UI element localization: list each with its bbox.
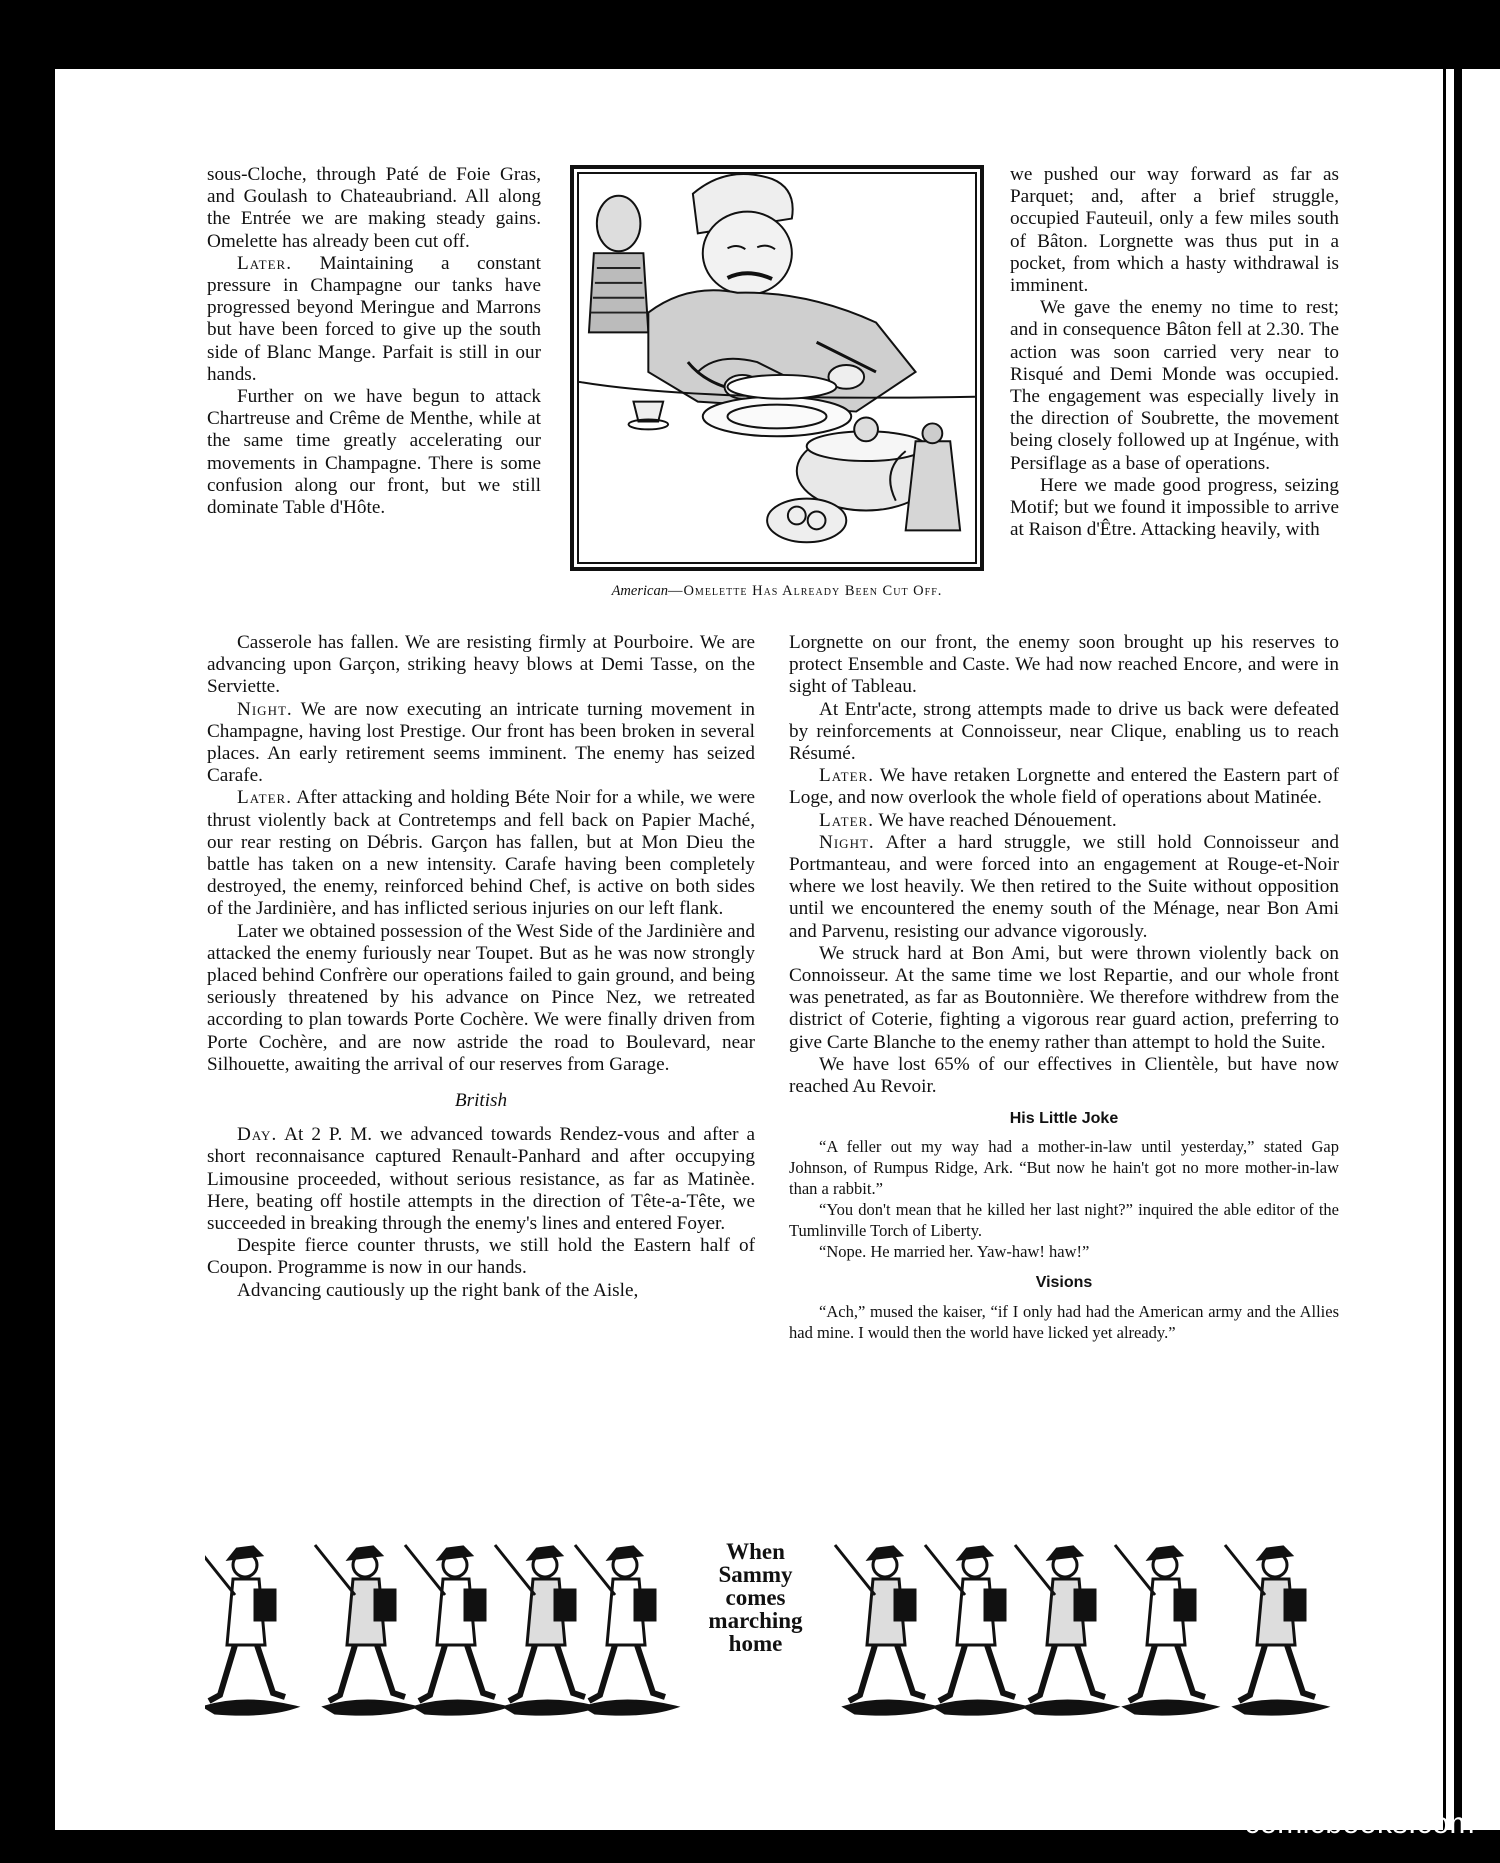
paragraph-text: We have lost 65% of our effectives in Clientèle, but have now reached Au Revoir. [789, 1053, 1339, 1098]
site-watermark: comicbooks.com [1244, 1807, 1475, 1840]
paragraph [207, 1280, 755, 1302]
paragraph-text: We struck hard at Bon Ami, but were thrown violently back on Connoisseur. At the same time we lost Repartie, and our whole front was penetrated, as far as Boutonnière. We therefore withdrew from the district of Coterie, fighting a vigorous rear guard action, preferring to give Carte Blanche to the enemy rather than attempt to hold the Suite. [789, 942, 1339, 1053]
paragraph-text: At 2 P. M. we advanced towards Rendez-vous and after a short reconnaisance captured Renault-Panhard and after occupying Limousine proceeded, without serious resistance, as far as Matinèe. Here, beating off hostile attempts in the direction of Tête-a-Tête, we succeeded in breaking through the enemy's lines and entered Foyer. [207, 1124, 755, 1235]
banner-line: marching [708, 1608, 803, 1633]
illustration-frame [570, 165, 984, 571]
soldier-figure [495, 1545, 595, 1714]
paragraph [207, 1124, 755, 1235]
paragraph [1010, 297, 1339, 475]
paragraph-text: After a hard struggle, we still hold Connoisseur and Portmanteau, and were forced into an engagement at Rouge-et-Noir where we lost heavily. We then retired to the Suite without opposition until we encountered the enemy south of the Ménage, near Bon Ami and Parvenu, resisting our advance vigorously. [789, 831, 1339, 942]
paragraph-text: Here we made good progress, seizing Motif; but we found it impossible to arrive at Raison d'Être. Attacking heavily, with [1010, 474, 1339, 541]
soldier-figure [1225, 1545, 1325, 1714]
right-main-paragraphs [789, 632, 1339, 1098]
joke-his-little-joke [789, 1108, 1339, 1262]
joke-paragraph: “Nope. He married her. Yaw-haw! haw!” [819, 1242, 1090, 1262]
paragraph-text: We have reached Dénouement. [874, 809, 1117, 831]
paragraph [207, 632, 755, 699]
joke-paragraphs-visions [789, 1301, 1339, 1343]
joke-paragraphs [789, 1136, 1339, 1262]
column-right-main [789, 632, 1339, 1343]
paragraph-lead: Later. [819, 809, 875, 831]
paragraph [207, 253, 541, 386]
paragraph-text: We are now executing an intricate turning movement in Champagne, having lost Prestige. Our front has been broken in several places. An early retirement seems imminent. The enemy has seized Carafe. [207, 698, 755, 787]
column-left-main [207, 632, 755, 1302]
banner-line: Sammy [718, 1562, 793, 1587]
paragraph-text: Later we obtained possession of the West Side of the Jardinière and attacked the enemy furiously near Toupet. But as he was now strongly placed behind Confrère our operations failed to gain ground, and being seriously threatened by his advance on Pince Nez, we retreated according to plan towards Porte Cochère. We were finally driven from Porte Cochère, and are now astride the road to Boulevard, near Silhouette, awaiting the arrival of our reserves from Garage. [207, 920, 755, 1075]
soldier-figure [205, 1545, 295, 1714]
diner-illustration [579, 174, 975, 562]
paragraph-text: At Entr'acte, strong attempts made to drive us back were defeated by reinforcements at Connoisseur, near Clique, enabling us to reach Résumé. [789, 698, 1339, 765]
paragraph-lead: Later. [237, 787, 293, 809]
paragraph-lead: Night. [237, 698, 293, 720]
paragraph-lead: Later. [819, 765, 875, 787]
column-right-top [1010, 164, 1339, 541]
banner-line: comes [725, 1585, 786, 1610]
british-paragraphs [207, 1124, 755, 1302]
paragraph-lead: Night. [819, 831, 875, 853]
illustration-caption [572, 582, 982, 600]
paragraph [207, 921, 755, 1076]
paragraph-lead: Day. [237, 1124, 278, 1146]
paragraph [207, 787, 755, 920]
joke-title-visions: Visions [1035, 1274, 1093, 1292]
paragraph [789, 1054, 1339, 1098]
paragraph-text: After attacking and holding Béte Noir for a while, we were thrust violently back at Contretemps and fell back on Papier Maché, our rear resting on Débris. Garçon has fallen, but at Mon Dieu the battle has taken on a new intensity. Carafe having been completely destroyed, the enemy, reinforced behind Chef, is active on both sides of the Jardinière, and has inflicted serious injuries on our left flank. [207, 787, 755, 920]
paragraph-text: sous-Cloche, through Paté de Foie Gras, and Goulash to Chateaubriand. All along the Entrée we are making steady gains. Omelette has already been cut off. [207, 164, 541, 252]
banner-line: When [726, 1539, 785, 1564]
paragraph-text: Lorgnette on our front, the enemy soon brought up his reserves to protect Ensemble and Caste. We had now reached Encore, and were in sight of Tableau. [789, 632, 1339, 698]
left-main-paragraphs [207, 632, 755, 1076]
banner-line: home [728, 1631, 783, 1656]
paragraph [207, 386, 541, 519]
paragraph [789, 765, 1339, 809]
soldier-figure [925, 1545, 1025, 1714]
next-page-edge [1462, 69, 1500, 1830]
paragraph [207, 699, 755, 788]
joke-title: His Little Joke [1009, 1110, 1119, 1128]
paragraph-text: we pushed our way forward as far as Parquet; and, after a brief struggle, occupied Fauteuil, only a few miles south of Bâton. Lorgnette was thus put in a pocket, from which a hasty withdrawal is imminent. [1010, 164, 1339, 297]
paragraph-text: We have retaken Lorgnette and entered the Eastern part of Loge, and now overlook the whole field of operations about Matinée. [789, 765, 1339, 809]
paragraph-text: Advancing cautiously up the right bank of the Aisle, [237, 1279, 639, 1301]
joke-paragraph: “You don't mean that he killed her last night?” inquired the able editor of the Tumlinville Torch of Liberty. [789, 1200, 1339, 1241]
joke-visions [789, 1272, 1339, 1342]
soldier-figure [1015, 1545, 1115, 1714]
paragraph-text: Casserole has fallen. We are resisting firmly at Pourboire. We are advancing upon Garçon, striking heavy blows at Demi Tasse, on the Serviette. [207, 632, 755, 698]
joke-paragraph: “A feller out my way had a mother-in-law until yesterday,” stated Gap Johnson, of Rumpus Ridge, Ark. “But now he hain't got no more mother-in-law than a rabbit.” [789, 1137, 1339, 1199]
paragraph-text: Despite fierce counter thrusts, we still hold the Eastern half of Coupon. Programme is now in our hands. [207, 1235, 755, 1279]
banner-lettering [688, 1540, 823, 1655]
soldier-figure [405, 1545, 505, 1714]
paragraph-lead: Later. [237, 252, 293, 274]
paragraph-text: We gave the enemy no time to rest; and in consequence Bâton fell at 2.30. The action was soon carried very near to Risqué and Demi Monde was occupied. The engagement was especially lively in the direction of Soubrette, the movement being closely followed up at Ingénue, with Persiflage as a base of operations. [1010, 297, 1339, 474]
paragraph [207, 164, 541, 253]
paragraph [789, 810, 1339, 832]
caption-rest: —Omelette Has Already Been Cut Off. [667, 583, 943, 599]
paragraph [207, 1235, 755, 1279]
column-left-top [207, 164, 541, 519]
paragraph [1010, 164, 1339, 297]
soldier-figure [1115, 1545, 1215, 1714]
paragraph [789, 699, 1339, 766]
soldier-figure [575, 1545, 675, 1714]
paragraph [1010, 475, 1339, 542]
page-edge [1443, 69, 1454, 1830]
paragraph-text: Further on we have begun to attack Chartreuse and Crême de Menthe, while at the same time greatly accelerating our movements in Champagne. There is some confusion along our front, but we still dominate Table d'Hôte. [207, 386, 541, 519]
paragraph-text: Maintaining a constant pressure in Champagne our tanks have progressed beyond Meringue and Marrons but have been forced to give up the south side of Blanc Mange. Parfait is still in our hands. [207, 252, 541, 385]
soldier-figure [835, 1545, 935, 1714]
soldier-figure [315, 1545, 415, 1714]
paragraph [789, 632, 1339, 699]
british-heading: British [454, 1090, 508, 1112]
caption-italic: American [611, 583, 668, 599]
joke-paragraph: “Ach,” mused the kaiser, “if I only had had the American army and the Allies had mine. I would then the world have licked yet already.” [789, 1301, 1339, 1342]
paragraph [789, 832, 1339, 943]
paragraph [789, 943, 1339, 1054]
